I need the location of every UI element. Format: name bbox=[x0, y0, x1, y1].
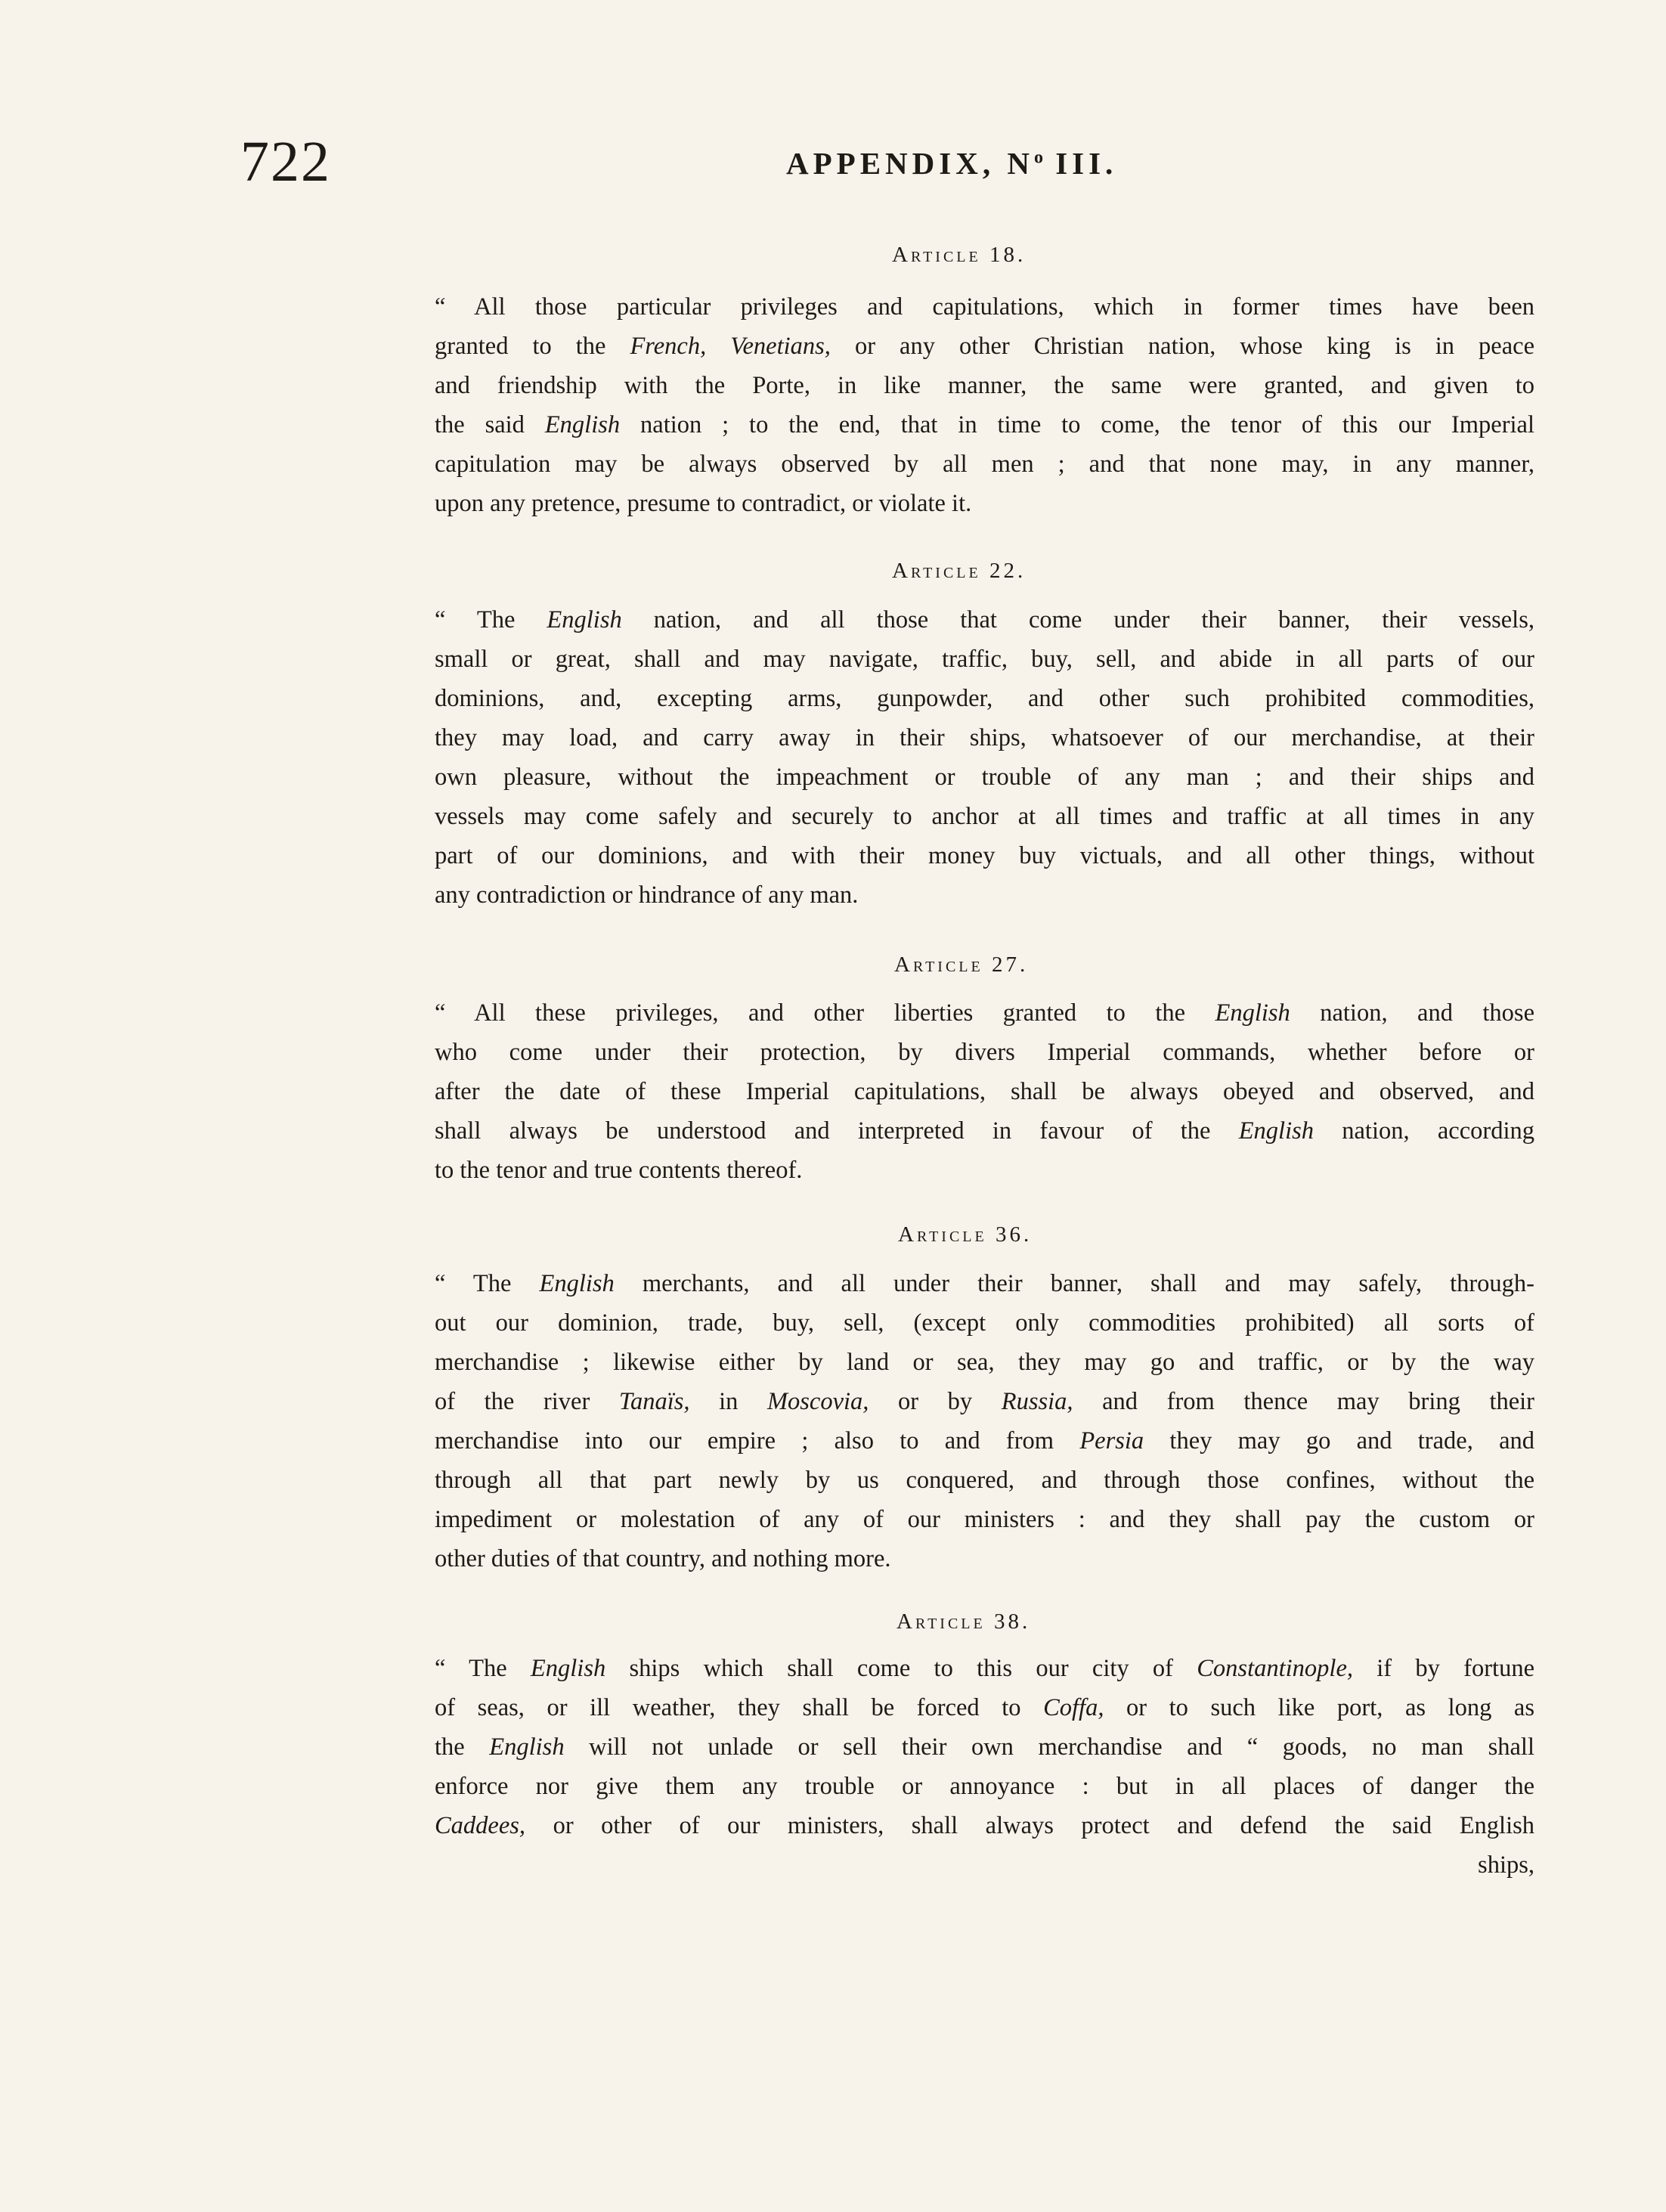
article-body bbox=[435, 287, 1534, 523]
text-line: “ The English ships which shall come to this our city of Constantinople, if by fortune bbox=[435, 1655, 1534, 1682]
text-line: own pleasure, without the impeachment or trouble of any man ; and their ships and bbox=[435, 764, 1534, 791]
article-heading: Article 38. bbox=[896, 1609, 1031, 1634]
text-line: merchandise ; likewise either by land or sea, they may go and traffic, or by the way bbox=[435, 1349, 1534, 1376]
page-number: 722 bbox=[240, 130, 331, 194]
article-heading: Article 36. bbox=[898, 1222, 1033, 1247]
running-head-superscript: o bbox=[1033, 147, 1043, 168]
italic-term: Venetians, bbox=[730, 333, 831, 360]
text-line: the said English nation ; to the end, that in time to come, the tenor of this our Imperial bbox=[435, 411, 1534, 438]
text-line: of the river Tanaïs, in Moscovia, or by Russia, and from thence may bring their bbox=[435, 1388, 1534, 1415]
italic-term: Moscovia, bbox=[766, 1388, 869, 1415]
text-line: capitulation may be always observed by all men ; and that none may, in any manner, bbox=[435, 451, 1534, 478]
text-line: “ The English nation, and all those that come under their banner, their vessels, bbox=[435, 606, 1534, 634]
italic-term: English bbox=[1238, 1117, 1315, 1145]
italic-term: Persia bbox=[1079, 1427, 1144, 1455]
text-line: to the tenor and true contents thereof. bbox=[435, 1157, 803, 1184]
running-head bbox=[786, 148, 1117, 179]
text-line: any contradiction or hindrance of any man. bbox=[435, 881, 859, 909]
text-line: part of our dominions, and with their money buy victuals, and all other things, without bbox=[435, 842, 1534, 869]
text-line: “ The English merchants, and all under their banner, shall and may safely, through- bbox=[435, 1270, 1534, 1297]
text-line: “ All those particular privileges and capitulations, which in former times have been bbox=[435, 293, 1534, 321]
italic-term: English bbox=[530, 1655, 606, 1682]
running-head-tail: III. bbox=[1042, 146, 1118, 181]
text-line: small or great, shall and may navigate, traffic, buy, sell, and abide in all parts of our bbox=[435, 646, 1534, 673]
text-line: dominions, and, excepting arms, gunpowder, and other such prohibited commodities, bbox=[435, 685, 1534, 712]
text-line: the English will not unlade or sell their own merchandise and “ goods, no man shall bbox=[435, 1733, 1534, 1761]
text-line: vessels may come safely and securely to anchor at all times and traffic at all times in any bbox=[435, 803, 1534, 830]
italic-term: Caddees, bbox=[435, 1812, 526, 1839]
article-body bbox=[435, 1264, 1534, 1578]
running-head-main: APPENDIX, N bbox=[786, 146, 1034, 181]
text-line: through all that part newly by us conquered, and through those confines, without the bbox=[435, 1467, 1534, 1494]
article-body bbox=[435, 600, 1534, 915]
text-line: who come under their protection, by divers Imperial commands, whether before or bbox=[435, 1039, 1534, 1066]
text-line: upon any pretence, presume to contradict, or violate it. bbox=[435, 490, 972, 517]
text-line: after the date of these Imperial capitulations, shall be always obeyed and observed, and bbox=[435, 1078, 1534, 1105]
text-line: other duties of that country, and nothing more. bbox=[435, 1545, 891, 1572]
text-line: Caddees, or other of our ministers, shall always protect and defend the said English bbox=[435, 1812, 1534, 1839]
italic-term: Russia, bbox=[1001, 1388, 1073, 1415]
text-line: “ All these privileges, and other liberties granted to the English nation, and those bbox=[435, 999, 1534, 1027]
text-line: enforce nor give them any trouble or annoyance : but in all places of danger the bbox=[435, 1773, 1534, 1800]
italic-term: English bbox=[547, 606, 622, 634]
article-body bbox=[435, 993, 1534, 1190]
italic-term: Coffa, bbox=[1043, 1694, 1104, 1721]
article-heading: Article 22. bbox=[892, 559, 1027, 583]
italic-term: Constantinople, bbox=[1197, 1655, 1353, 1682]
text-line: of seas, or ill weather, they shall be forced to Coffa, or to such like port, as long as bbox=[435, 1694, 1534, 1721]
text-line: ships, bbox=[1478, 1851, 1534, 1879]
text-line: impediment or molestation of any of our ministers : and they shall pay the custom or bbox=[435, 1506, 1534, 1533]
article-body bbox=[435, 1649, 1534, 1885]
article-heading: Article 18. bbox=[892, 243, 1027, 267]
text-line: granted to the French, Venetians, or any other Christian nation, whose king is in peace bbox=[435, 333, 1534, 360]
text-line: and friendship with the Porte, in like manner, the same were granted, and given to bbox=[435, 372, 1534, 399]
italic-term: English bbox=[1215, 999, 1290, 1027]
italic-term: English bbox=[539, 1270, 615, 1297]
italic-term: Tanaïs, bbox=[618, 1388, 690, 1415]
italic-term: English bbox=[489, 1733, 565, 1761]
italic-term: English bbox=[544, 411, 621, 438]
text-line: out our dominion, trade, buy, sell, (except only commodities prohibited) all sorts of bbox=[435, 1309, 1534, 1337]
text-line: shall always be understood and interpreted in favour of the English nation, according bbox=[435, 1117, 1534, 1145]
article-heading: Article 27. bbox=[894, 953, 1029, 977]
italic-term: French, bbox=[630, 333, 707, 360]
text-line: merchandise into our empire ; also to and from Persia they may go and trade, and bbox=[435, 1427, 1534, 1455]
text-line: they may load, and carry away in their ships, whatsoever of our merchandise, at their bbox=[435, 724, 1534, 751]
